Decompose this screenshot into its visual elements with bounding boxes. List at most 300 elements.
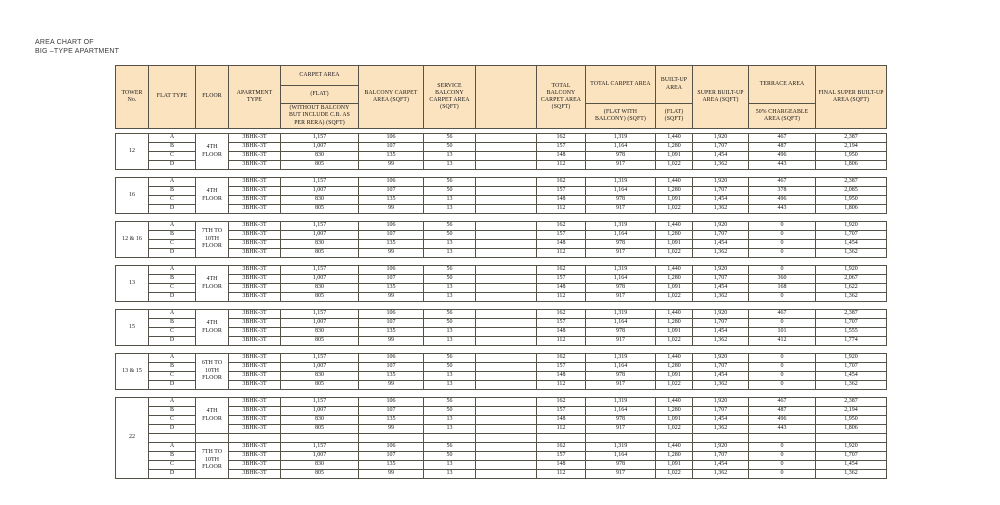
cell-total_carpet: 978 <box>586 416 656 425</box>
cell-terrace: 0 <box>749 452 816 461</box>
cell-flat: B <box>149 143 196 152</box>
cell-balcony: 107 <box>359 275 424 284</box>
cell-super_built_up: 1,707 <box>693 143 749 152</box>
cell-balcony: 99 <box>359 470 424 479</box>
cell-balcony: 99 <box>359 293 424 302</box>
cell-apt: 3BHK-3T <box>229 231 281 240</box>
cell-service: 13 <box>424 152 476 161</box>
cell-total_balcony: 162 <box>537 310 586 319</box>
cell-carpet: 805 <box>281 293 359 302</box>
cell-blank <box>476 134 537 143</box>
cell-final: 1,707 <box>816 363 887 372</box>
cell-apt: 3BHK-3T <box>229 416 281 425</box>
cell-built_up: 1,440 <box>656 354 693 363</box>
cell-final: 1,362 <box>816 381 887 390</box>
cell-total_carpet: 1,164 <box>586 363 656 372</box>
cell-terrace: 467 <box>749 134 816 143</box>
cell-total_carpet: 978 <box>586 240 656 249</box>
table-row <box>116 398 887 407</box>
cell-flat: B <box>149 275 196 284</box>
cell-built_up: 1,440 <box>656 222 693 231</box>
cell-blank <box>476 354 537 363</box>
cell-final: 1,950 <box>816 152 887 161</box>
cell-service: 56 <box>424 178 476 187</box>
cell-final: 1,362 <box>816 293 887 302</box>
cell-flat: C <box>149 284 196 293</box>
cell-final: 1,806 <box>816 161 887 170</box>
cell-super_built_up: 1,454 <box>693 372 749 381</box>
cell-terrace <box>749 434 816 443</box>
header-terrace-area: TERRACE AREA <box>749 66 816 104</box>
cell-final: 2,387 <box>816 310 887 319</box>
cell-built_up: 1,091 <box>656 284 693 293</box>
cell-carpet: 1,157 <box>281 134 359 143</box>
cell-total_carpet: 1,319 <box>586 398 656 407</box>
cell-super_built_up: 1,454 <box>693 461 749 470</box>
cell-flat: A <box>149 266 196 275</box>
cell-service: 56 <box>424 222 476 231</box>
cell-balcony: 107 <box>359 319 424 328</box>
cell-blank <box>476 319 537 328</box>
cell-terrace: 0 <box>749 363 816 372</box>
cell-balcony: 106 <box>359 354 424 363</box>
cell-super_built_up: 1,920 <box>693 443 749 452</box>
cell-service: 56 <box>424 310 476 319</box>
cell-service: 50 <box>424 275 476 284</box>
cell-built_up: 1,022 <box>656 161 693 170</box>
cell-blank <box>476 275 537 284</box>
cell-terrace: 487 <box>749 143 816 152</box>
table-row <box>116 231 887 240</box>
cell-terrace: 0 <box>749 443 816 452</box>
spacer-row <box>116 434 887 443</box>
cell-super_built_up: 1,454 <box>693 284 749 293</box>
cell-terrace: 168 <box>749 284 816 293</box>
cell-tower: 13 <box>116 266 149 302</box>
tower-block-13 <box>115 265 887 302</box>
cell-flat: C <box>149 416 196 425</box>
cell-carpet: 805 <box>281 205 359 214</box>
cell-final: 2,067 <box>816 275 887 284</box>
cell-carpet: 830 <box>281 328 359 337</box>
tower-block-12 <box>115 133 887 170</box>
cell-final: 1,920 <box>816 222 887 231</box>
cell-total_balcony: 162 <box>537 266 586 275</box>
cell-total_carpet: 1,164 <box>586 407 656 416</box>
table-row <box>116 275 887 284</box>
cell-super_built_up: 1,362 <box>693 425 749 434</box>
cell-super_built_up: 1,362 <box>693 470 749 479</box>
cell-service <box>424 434 476 443</box>
cell-final: 1,950 <box>816 416 887 425</box>
cell-terrace: 0 <box>749 249 816 258</box>
table-row <box>116 461 887 470</box>
cell-built_up <box>656 434 693 443</box>
cell-blank <box>476 337 537 346</box>
cell-final: 2,387 <box>816 398 887 407</box>
cell-built_up: 1,022 <box>656 205 693 214</box>
cell-flat: D <box>149 161 196 170</box>
table-row <box>116 187 887 196</box>
cell-final: 1,806 <box>816 205 887 214</box>
cell-blank <box>476 249 537 258</box>
cell-final <box>816 434 887 443</box>
cell-built_up: 1,280 <box>656 407 693 416</box>
table-row <box>116 266 887 275</box>
cell-flat <box>149 434 196 443</box>
table-row <box>116 205 887 214</box>
cell-total_balcony: 148 <box>537 372 586 381</box>
cell-flat: D <box>149 381 196 390</box>
table-row <box>116 178 887 187</box>
cell-total_carpet: 1,319 <box>586 134 656 143</box>
cell-flat: D <box>149 425 196 434</box>
cell-apt: 3BHK-3T <box>229 152 281 161</box>
cell-carpet: 1,157 <box>281 178 359 187</box>
cell-flat: D <box>149 470 196 479</box>
header-built-up-area: BUILT-UP AREA <box>656 66 693 104</box>
cell-total_balcony: 148 <box>537 196 586 205</box>
cell-flat: C <box>149 328 196 337</box>
cell-flat: A <box>149 222 196 231</box>
cell-apt: 3BHK-3T <box>229 381 281 390</box>
table-row <box>116 293 887 302</box>
cell-blank <box>476 452 537 461</box>
cell-apt: 3BHK-3T <box>229 328 281 337</box>
cell-super_built_up: 1,454 <box>693 416 749 425</box>
cell-built_up: 1,022 <box>656 293 693 302</box>
cell-flat: A <box>149 310 196 319</box>
cell-blank <box>476 240 537 249</box>
cell-carpet: 805 <box>281 337 359 346</box>
cell-total_balcony: 148 <box>537 152 586 161</box>
cell-blank <box>476 372 537 381</box>
cell-carpet: 1,157 <box>281 266 359 275</box>
cell-flat: A <box>149 398 196 407</box>
cell-built_up: 1,440 <box>656 398 693 407</box>
cell-carpet: 1,007 <box>281 187 359 196</box>
table-row <box>116 196 887 205</box>
cell-built_up: 1,091 <box>656 240 693 249</box>
cell-terrace: 487 <box>749 407 816 416</box>
cell-blank <box>476 152 537 161</box>
cell-blank <box>476 231 537 240</box>
cell-terrace: 0 <box>749 293 816 302</box>
cell-super_built_up: 1,454 <box>693 196 749 205</box>
cell-service: 50 <box>424 319 476 328</box>
cell-carpet: 805 <box>281 470 359 479</box>
cell-terrace: 0 <box>749 266 816 275</box>
cell-floor: 6TH TO 10TH FLOOR <box>196 354 229 390</box>
cell-blank <box>476 266 537 275</box>
blocks <box>115 133 887 479</box>
cell-apt: 3BHK-3T <box>229 293 281 302</box>
cell-built_up: 1,440 <box>656 134 693 143</box>
header-total-carpet-area: TOTAL CARPET AREA <box>586 66 656 104</box>
cell-balcony: 107 <box>359 363 424 372</box>
cell-final: 1,555 <box>816 328 887 337</box>
cell-floor: 7TH TO 10TH FLOOR <box>196 222 229 258</box>
table-row <box>116 470 887 479</box>
cell-super_built_up: 1,362 <box>693 293 749 302</box>
cell-carpet: 830 <box>281 196 359 205</box>
cell-flat: B <box>149 187 196 196</box>
cell-super_built_up: 1,707 <box>693 452 749 461</box>
cell-carpet: 1,007 <box>281 143 359 152</box>
cell-total_carpet: 1,164 <box>586 452 656 461</box>
cell-total_carpet: 917 <box>586 205 656 214</box>
cell-flat: C <box>149 372 196 381</box>
cell-terrace: 496 <box>749 152 816 161</box>
cell-blank <box>476 187 537 196</box>
cell-service: 13 <box>424 416 476 425</box>
cell-super_built_up: 1,362 <box>693 249 749 258</box>
cell-blank <box>476 178 537 187</box>
cell-built_up: 1,280 <box>656 452 693 461</box>
header-final-super-built-up-area: FINAL SUPER BUILT-UP AREA (SQFT) <box>816 66 887 129</box>
cell-blank <box>476 310 537 319</box>
cell-balcony: 107 <box>359 452 424 461</box>
table-row <box>116 407 887 416</box>
cell-tower: 16 <box>116 178 149 214</box>
table-row <box>116 319 887 328</box>
cell-super_built_up: 1,707 <box>693 407 749 416</box>
cell-apt: 3BHK-3T <box>229 354 281 363</box>
cell-super_built_up: 1,707 <box>693 275 749 284</box>
cell-final: 2,194 <box>816 143 887 152</box>
cell-service: 13 <box>424 328 476 337</box>
cell-carpet: 830 <box>281 461 359 470</box>
table-row <box>116 452 887 461</box>
cell-total_balcony: 148 <box>537 328 586 337</box>
cell-total_balcony: 148 <box>537 240 586 249</box>
cell-blank <box>476 398 537 407</box>
cell-carpet: 830 <box>281 416 359 425</box>
cell-balcony: 99 <box>359 337 424 346</box>
cell-super_built_up: 1,454 <box>693 240 749 249</box>
cell-super_built_up: 1,920 <box>693 266 749 275</box>
cell-balcony: 135 <box>359 284 424 293</box>
cell-apt: 3BHK-3T <box>229 222 281 231</box>
cell-balcony: 135 <box>359 328 424 337</box>
cell-carpet: 1,007 <box>281 407 359 416</box>
cell-carpet: 1,157 <box>281 222 359 231</box>
cell-total_balcony: 162 <box>537 354 586 363</box>
table-row <box>116 328 887 337</box>
cell-flat: A <box>149 178 196 187</box>
tower-block-1216 <box>115 221 887 258</box>
cell-terrace: 467 <box>749 178 816 187</box>
cell-service: 13 <box>424 240 476 249</box>
cell-flat: C <box>149 461 196 470</box>
cell-total_carpet: 1,319 <box>586 178 656 187</box>
cell-apt: 3BHK-3T <box>229 310 281 319</box>
cell-apt: 3BHK-3T <box>229 196 281 205</box>
header-super-built-up-area: SUPER BUILT-UP AREA (SQFT) <box>693 66 749 129</box>
cell-carpet: 1,007 <box>281 275 359 284</box>
table-row <box>116 284 887 293</box>
cell-carpet: 1,007 <box>281 363 359 372</box>
cell-total_balcony <box>537 434 586 443</box>
cell-flat: B <box>149 407 196 416</box>
cell-built_up: 1,440 <box>656 443 693 452</box>
cell-service: 50 <box>424 231 476 240</box>
cell-carpet: 805 <box>281 249 359 258</box>
cell-balcony: 107 <box>359 407 424 416</box>
table-row <box>116 372 887 381</box>
cell-balcony: 107 <box>359 187 424 196</box>
cell-total_carpet: 917 <box>586 337 656 346</box>
cell-carpet: 805 <box>281 425 359 434</box>
cell-total_balcony: 148 <box>537 461 586 470</box>
cell-blank <box>476 461 537 470</box>
cell-balcony: 106 <box>359 398 424 407</box>
cell-built_up: 1,280 <box>656 363 693 372</box>
cell-terrace: 0 <box>749 381 816 390</box>
cell-final: 1,454 <box>816 461 887 470</box>
page-title <box>35 38 119 57</box>
cell-blank <box>476 434 537 443</box>
cell-blank <box>476 443 537 452</box>
cell-apt: 3BHK-3T <box>229 452 281 461</box>
cell-carpet: 1,157 <box>281 354 359 363</box>
cell-balcony: 106 <box>359 443 424 452</box>
cell-terrace: 496 <box>749 416 816 425</box>
cell-floor: 4TH FLOOR <box>196 310 229 346</box>
table-row <box>116 443 887 452</box>
cell-total_balcony: 162 <box>537 134 586 143</box>
header-tower: TOWER No. <box>116 66 149 129</box>
cell-super_built_up: 1,707 <box>693 319 749 328</box>
cell-built_up: 1,022 <box>656 337 693 346</box>
cell-built_up: 1,091 <box>656 196 693 205</box>
cell-total_balcony: 112 <box>537 161 586 170</box>
cell-total_balcony: 148 <box>537 284 586 293</box>
header-apartment-type: APARTMENT TYPE <box>229 66 281 129</box>
cell-flat: B <box>149 363 196 372</box>
cell-total_carpet: 917 <box>586 425 656 434</box>
cell-final: 1,920 <box>816 443 887 452</box>
header-flat-type: FLAT TYPE <box>149 66 196 129</box>
cell-total_carpet: 978 <box>586 461 656 470</box>
cell-balcony: 135 <box>359 152 424 161</box>
cell-built_up: 1,280 <box>656 319 693 328</box>
cell-total_carpet: 978 <box>586 284 656 293</box>
cell-built_up: 1,091 <box>656 152 693 161</box>
header-carpet-flat: (FLAT) <box>281 86 359 104</box>
cell-total_carpet: 1,319 <box>586 354 656 363</box>
header-balcony-carpet-area: BALCONY CARPET AREA (SQFT) <box>359 66 424 129</box>
cell-final: 1,454 <box>816 372 887 381</box>
cell-final: 1,806 <box>816 425 887 434</box>
cell-apt: 3BHK-3T <box>229 134 281 143</box>
cell-service: 56 <box>424 134 476 143</box>
cell-final: 1,920 <box>816 266 887 275</box>
table-row <box>116 161 887 170</box>
cell-built_up: 1,022 <box>656 425 693 434</box>
cell-final: 2,387 <box>816 178 887 187</box>
cell-apt: 3BHK-3T <box>229 266 281 275</box>
table-header <box>115 65 887 129</box>
cell-apt: 3BHK-3T <box>229 425 281 434</box>
table-row <box>116 363 887 372</box>
cell-floor: 4TH FLOOR <box>196 134 229 170</box>
cell-apt: 3BHK-3T <box>229 161 281 170</box>
table-row <box>116 249 887 258</box>
cell-total_carpet: 1,164 <box>586 187 656 196</box>
tower-block-1315 <box>115 353 887 390</box>
cell-service: 13 <box>424 425 476 434</box>
tower-block-15 <box>115 309 887 346</box>
cell-carpet: 1,157 <box>281 310 359 319</box>
cell-service: 50 <box>424 407 476 416</box>
table-row <box>116 337 887 346</box>
cell-built_up: 1,280 <box>656 187 693 196</box>
cell-built_up: 1,091 <box>656 416 693 425</box>
cell-flat: A <box>149 443 196 452</box>
cell-super_built_up: 1,454 <box>693 328 749 337</box>
cell-total_balcony: 148 <box>537 416 586 425</box>
cell-balcony: 106 <box>359 266 424 275</box>
cell-blank <box>476 293 537 302</box>
table-row <box>116 416 887 425</box>
cell-apt <box>229 434 281 443</box>
cell-flat: B <box>149 231 196 240</box>
cell-total_balcony: 157 <box>537 143 586 152</box>
cell-service: 13 <box>424 284 476 293</box>
cell-carpet: 830 <box>281 240 359 249</box>
cell-final: 1,362 <box>816 249 887 258</box>
header-total-balcony-carpet-area: TOTAL BALCONY CARPET AREA (SQFT) <box>537 66 586 129</box>
cell-service: 13 <box>424 372 476 381</box>
cell-flat: B <box>149 319 196 328</box>
cell-service: 56 <box>424 443 476 452</box>
cell-blank <box>476 407 537 416</box>
cell-apt: 3BHK-3T <box>229 205 281 214</box>
cell-final: 1,707 <box>816 319 887 328</box>
cell-final: 1,707 <box>816 231 887 240</box>
cell-service: 13 <box>424 249 476 258</box>
header-blank-column <box>476 66 537 129</box>
cell-service: 13 <box>424 381 476 390</box>
cell-flat: D <box>149 205 196 214</box>
cell-terrace: 0 <box>749 231 816 240</box>
header-terrace-sub: 50% CHARGEABLE AREA (SQFT) <box>749 104 816 129</box>
cell-super_built_up: 1,707 <box>693 187 749 196</box>
cell-terrace: 467 <box>749 310 816 319</box>
cell-service: 13 <box>424 205 476 214</box>
cell-floor: 7TH TO 10TH FLOOR <box>196 443 229 479</box>
cell-total_carpet: 1,319 <box>586 443 656 452</box>
cell-total_carpet: 917 <box>586 249 656 258</box>
cell-total_balcony: 157 <box>537 231 586 240</box>
cell-flat: C <box>149 152 196 161</box>
cell-balcony: 135 <box>359 240 424 249</box>
cell-built_up: 1,091 <box>656 328 693 337</box>
cell-apt: 3BHK-3T <box>229 461 281 470</box>
cell-final: 1,774 <box>816 337 887 346</box>
cell-final: 2,194 <box>816 407 887 416</box>
cell-balcony: 99 <box>359 161 424 170</box>
cell-tower: 13 & 15 <box>116 354 149 390</box>
cell-flat: C <box>149 196 196 205</box>
cell-carpet: 1,157 <box>281 398 359 407</box>
table-row <box>116 240 887 249</box>
table-row <box>116 425 887 434</box>
cell-total_carpet: 1,164 <box>586 275 656 284</box>
table-row <box>116 222 887 231</box>
cell-tower: 15 <box>116 310 149 346</box>
